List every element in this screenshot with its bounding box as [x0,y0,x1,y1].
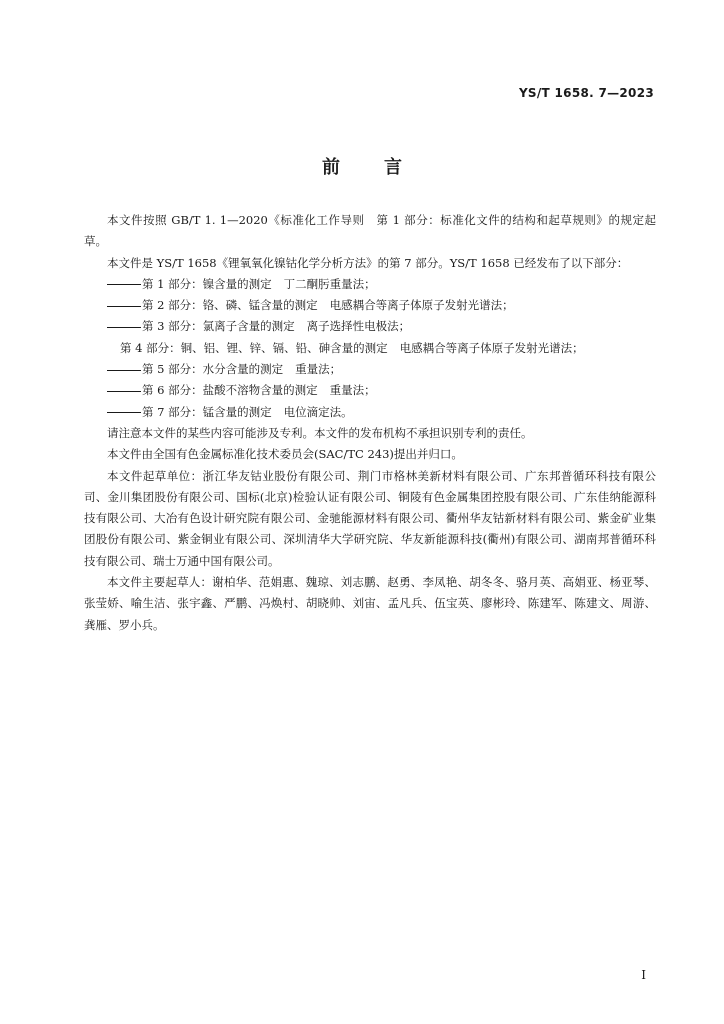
em-dash [107,412,141,413]
part-label: 第 5 部分：水分含量的测定 [142,362,284,377]
part-method: 电位滴定法。 [283,404,353,419]
part-list-item [84,402,656,423]
em-dash [107,370,141,371]
paragraph-drafting-units: 本文件起草单位：浙江华友钴业股份有限公司、荆门市格林美新材料有限公司、广东邦普循环科技有限公司、金川集团股份有限公司、国标(北京)检验认证有限公司、铜陵有色金属集团控股有限公司、广东佳纳能源科技有限公司、大冶有色设计研究院有限公司、金驰能源材料有限公司、衢州华友钴新材料有限公司、紫金矿业集团股份有限公司、紫金铜业有限公司、深圳清华大学研究院、华友新能源科技(衢州)有限公司、湖南邦普循环科技有限公司、瑞士万通中国有限公司。 [84,468,656,568]
section-title: 前言 [322,157,446,178]
standard-code: YS/T 1658. 7—2023 [518,86,654,100]
paragraph-drafting-rules: 本文件按照 GB/T 1. 1—2020《标准化工作导则 第 1 部分：标准化文件的结构和起草规则》的规定起草。 [84,213,656,249]
part-label: 第 2 部分：铬、磷、锰含量的测定 [142,298,318,313]
part-list-item [84,380,656,401]
part-method: 电感耦合等离子体原子发射光谱法； [399,340,584,355]
part-method: 电感耦合等离子体原子发射光谱法； [329,298,514,313]
part-method: 丁二酮肟重量法； [283,276,376,291]
em-dash [107,327,141,328]
part-method: 离子选择性电极法； [306,319,411,334]
part-method: 重量法； [329,383,376,398]
part-list-item [84,274,656,295]
part-label: 第 1 部分：镍含量的测定 [142,276,272,291]
paragraph-committee: 本文件由全国有色金属标准化技术委员会(SAC/TC 243)提出并归口。 [107,447,463,462]
page-number: I [641,968,646,982]
paragraph-drafters: 本文件主要起草人：谢柏华、范娟惠、魏琼、刘志鹏、赵勇、李凤艳、胡冬冬、骆月英、高娟亚、杨亚琴、张莹娇、喻生洁、张宇鑫、严鹏、冯焕村、胡晓帅、刘宙、孟凡兵、伍宝英、廖彬玲、陈建军、陈建文、周游、龚雁、罗小兵。 [84,575,656,632]
part-label: 第 7 部分：锰含量的测定 [142,404,272,419]
part-list-item [84,359,656,380]
part-list-item [84,338,656,359]
foreword-body [84,210,656,636]
paragraph-series-intro: 本文件是 YS/T 1658《锂氧氧化镍钴化学分析方法》的第 7 部分。YS/T 1658 已经发布了以下部分： [107,255,629,270]
part-method: 重量法； [295,362,342,377]
em-dash [107,284,141,285]
part-label: 第 3 部分：氯离子含量的测定 [142,319,295,334]
part-label: 第 6 部分：盐酸不溶物含量的测定 [142,383,318,398]
em-dash [107,391,141,392]
part-list-item [84,316,656,337]
paragraph-patent-notice: 请注意本文件的某些内容可能涉及专利。本文件的发布机构不承担识别专利的责任。 [107,425,533,440]
em-dash [107,306,141,307]
part-list-item [84,295,656,316]
part-label: 第 4 部分：铜、铝、锂、锌、镉、铅、砷含量的测定 [120,340,388,355]
